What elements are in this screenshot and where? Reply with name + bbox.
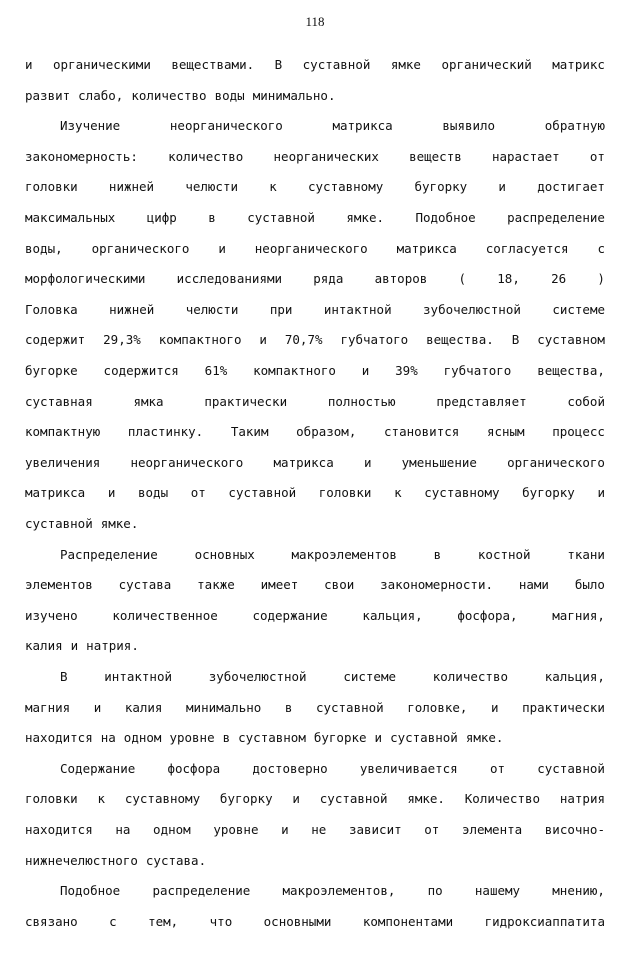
word: нижней [108, 179, 155, 195]
word: ямке. [100, 516, 139, 531]
word: к [97, 791, 106, 807]
word: одном [123, 730, 162, 746]
word: полностью [327, 393, 396, 409]
text-line [25, 575, 605, 595]
text-line [60, 667, 605, 687]
text-line [25, 86, 605, 106]
text-line [25, 55, 605, 75]
word: содержится [103, 363, 179, 378]
word: калия [25, 638, 63, 654]
word: на [100, 730, 116, 746]
word: компактного [158, 332, 242, 348]
word: ткани [567, 546, 605, 562]
word: уровне [169, 730, 215, 746]
word: суставная [25, 393, 93, 409]
word: достигает [537, 179, 605, 195]
word: Изучение [60, 118, 121, 134]
text-line [25, 300, 605, 320]
word: Подобное [415, 210, 476, 225]
word: авторов [374, 271, 428, 287]
word: губчатого [340, 332, 409, 348]
text-line [25, 820, 605, 840]
word: от [424, 822, 440, 837]
word: матрикса [273, 454, 334, 470]
word: пластинку. [127, 424, 204, 440]
word: сустава. [145, 852, 207, 868]
word: головки [25, 791, 78, 807]
word: не [311, 822, 327, 837]
word: увеличения [25, 454, 101, 470]
word: 39% [395, 363, 418, 378]
word: неорганического [169, 118, 283, 134]
word: и [218, 240, 226, 256]
word: с [109, 913, 117, 929]
word: основных [194, 546, 255, 562]
word: количественное [112, 607, 218, 623]
word: и [597, 485, 605, 501]
word: кальция, [544, 669, 605, 684]
page-number: 118 [305, 14, 325, 29]
word: веществами. [171, 57, 255, 72]
text-line [25, 147, 605, 167]
word: органический [441, 57, 532, 72]
word: воды [138, 485, 169, 501]
word: закономерность: [25, 148, 138, 164]
word: и [25, 57, 33, 72]
word: по [427, 883, 443, 899]
word: вещества. [426, 332, 494, 348]
word: становится [384, 424, 460, 440]
word: и [374, 730, 383, 746]
word: компактную [25, 424, 101, 440]
word: одном [153, 822, 191, 837]
word: компонентами [362, 913, 454, 929]
word: и [498, 179, 506, 195]
text-line [25, 330, 605, 350]
word: нашему [474, 883, 521, 899]
word: В [274, 57, 283, 72]
word: в [284, 699, 293, 715]
word: воды, [25, 240, 63, 256]
word: Количество [464, 791, 541, 807]
text-line [60, 759, 605, 779]
word: и [292, 791, 300, 807]
word: обратную [544, 118, 605, 134]
text-line [25, 422, 605, 442]
word: ряда [313, 271, 344, 287]
word: согласуется [485, 240, 569, 256]
word: достоверно [252, 760, 328, 776]
word: элемента [461, 822, 523, 837]
word: компактного [253, 363, 336, 378]
word: суставной [537, 760, 605, 776]
word: распределение [152, 883, 251, 899]
word: системе [552, 301, 605, 317]
word: суставной [302, 57, 371, 72]
word: к [269, 179, 277, 195]
word: ямке. [465, 730, 504, 746]
text-line [25, 453, 605, 473]
word: головке, [407, 699, 468, 715]
word: головки [318, 485, 372, 501]
word: ямке. [346, 210, 385, 225]
text-line [25, 912, 605, 932]
word: суставном [537, 332, 605, 348]
word: связано [25, 913, 78, 929]
text-line [25, 483, 605, 503]
word: матрикса [332, 118, 393, 134]
word: минимально [186, 699, 262, 715]
word: суставному [124, 791, 201, 807]
word: губчатого [443, 363, 512, 378]
word: также [197, 577, 235, 593]
word: суставному [308, 179, 384, 195]
word: матрикса [396, 240, 457, 256]
word: в [222, 730, 231, 746]
word: макроэлементов [291, 546, 397, 562]
word: органическими [53, 57, 151, 72]
word: системе [343, 669, 396, 684]
text-line [25, 698, 605, 718]
word: содержит [25, 332, 86, 348]
word: на [115, 822, 131, 837]
word: максимальных [25, 210, 116, 225]
word: зубочелюстной [423, 301, 521, 317]
word: сустава [118, 577, 172, 593]
text-line [60, 545, 605, 565]
word: ( [458, 271, 467, 287]
word: ) [597, 271, 605, 287]
word: элементов [25, 577, 93, 593]
word: височно- [544, 822, 605, 837]
word: было [574, 577, 605, 593]
text-line [25, 606, 605, 626]
word: суставной [319, 791, 388, 807]
word: в [208, 210, 216, 225]
word: морфологическими [25, 271, 146, 287]
word: В [60, 669, 68, 684]
word: головки [25, 179, 78, 195]
word: слабо, [78, 87, 124, 103]
text-line [25, 851, 605, 871]
word: выявило [442, 118, 496, 134]
word: бугорку [414, 179, 468, 195]
text-line [25, 636, 605, 656]
word: фосфора [167, 760, 221, 776]
word: и [361, 363, 370, 378]
word: распределение [507, 210, 605, 225]
word: Головка [25, 301, 78, 317]
word: Таким [230, 424, 269, 440]
text-line [25, 177, 605, 197]
word: 26 [551, 271, 567, 287]
word: бугорку [219, 791, 273, 807]
word: практически [204, 393, 288, 409]
word: количество [168, 148, 244, 164]
word: вещества, [537, 363, 605, 378]
word: интактной [323, 301, 392, 317]
word: суставной [390, 730, 458, 746]
text-line [25, 361, 605, 381]
word: интактной [104, 669, 172, 684]
word: 61% [204, 363, 228, 378]
word: натрия. [86, 638, 139, 654]
word: челюсти [185, 179, 238, 195]
word: находится [25, 822, 93, 837]
word: суставному [424, 485, 500, 501]
word: и [281, 822, 289, 837]
word: зубочелюстной [208, 669, 307, 684]
word: зависит [348, 822, 402, 837]
word: гидроксиаппатита [484, 913, 605, 929]
word: основными [263, 913, 332, 929]
word: неорганического [254, 240, 368, 256]
word: Распределение [60, 546, 158, 562]
word: увеличивается [359, 760, 458, 776]
word: и [93, 699, 102, 715]
text-line [25, 728, 605, 748]
word: суставной [247, 210, 315, 225]
word: представляет [436, 393, 527, 409]
word: и [259, 332, 267, 348]
word: суставной [315, 699, 384, 715]
word: матрикс [552, 57, 605, 72]
word: образом, [296, 424, 357, 440]
word: макроэлементов, [282, 883, 396, 899]
word: магния, [552, 607, 605, 623]
word: неорганических [273, 148, 379, 164]
word: от [489, 760, 505, 776]
word: мнению, [552, 883, 605, 899]
word: 18, [497, 271, 520, 287]
word: суставной [228, 485, 297, 501]
word: цифр [146, 210, 177, 225]
word: В [511, 332, 520, 348]
word: уровне [213, 822, 259, 837]
word: нарастает [491, 148, 560, 164]
word: что [209, 913, 233, 929]
word: неорганического [130, 454, 244, 470]
word: суставном [238, 730, 306, 746]
word: ясным [486, 424, 525, 440]
word: с [597, 240, 605, 256]
word: закономерности. [380, 577, 493, 593]
word: при [269, 301, 293, 317]
word: органического [507, 454, 605, 470]
word: изучено [25, 607, 78, 623]
word: костной [477, 546, 531, 562]
text-line [25, 269, 605, 289]
word: количество [131, 87, 207, 103]
word: 29,3% [103, 332, 141, 348]
text-line [25, 392, 605, 412]
word: минимально. [252, 87, 336, 103]
word: количество [432, 669, 508, 684]
word: ямка [133, 393, 164, 409]
word: кальция, [362, 607, 423, 623]
word: челюсти [185, 301, 239, 317]
word: к [394, 485, 402, 501]
text-line [25, 514, 605, 534]
word: процесс [552, 424, 605, 440]
word: нижней [109, 301, 155, 317]
word: веществ [409, 148, 462, 164]
word: магния [25, 699, 71, 715]
word: нижнечелюстного [25, 852, 138, 868]
word: в [433, 546, 442, 562]
word: собой [567, 393, 605, 409]
word: исследованиями [176, 271, 283, 287]
word: и [107, 485, 116, 501]
word: калия [124, 699, 163, 715]
word: Содержание [60, 760, 136, 776]
word: 70,7% [284, 332, 323, 348]
word: матрикса [25, 485, 86, 501]
word: от [589, 148, 605, 164]
text-line [25, 239, 605, 259]
word: воды [214, 87, 245, 103]
word: ямке. [407, 791, 445, 807]
word: нами [518, 577, 549, 593]
text-line [60, 116, 605, 136]
word: тем, [148, 913, 179, 929]
text-line [25, 208, 605, 228]
word: уменьшение [401, 454, 477, 470]
word: бугорку [522, 485, 575, 501]
word: бугорке [25, 363, 78, 378]
word: развит [25, 87, 71, 103]
word: бугорке [313, 730, 367, 746]
word: имеет [260, 577, 299, 593]
word: фосфора, [457, 607, 518, 623]
word: находится [25, 730, 93, 746]
word: и [491, 699, 499, 715]
word: ямке [390, 57, 421, 72]
word: органического [91, 240, 190, 256]
text-line [25, 789, 605, 809]
word: Подобное [60, 883, 121, 899]
word: натрия [559, 791, 605, 807]
word: содержание [252, 607, 328, 623]
word: от [190, 485, 206, 501]
text-line [60, 881, 605, 901]
word: и [70, 638, 79, 654]
word: практически [522, 699, 605, 715]
word: свои [324, 577, 355, 593]
word: и [363, 454, 372, 470]
word: суставной [25, 516, 93, 531]
